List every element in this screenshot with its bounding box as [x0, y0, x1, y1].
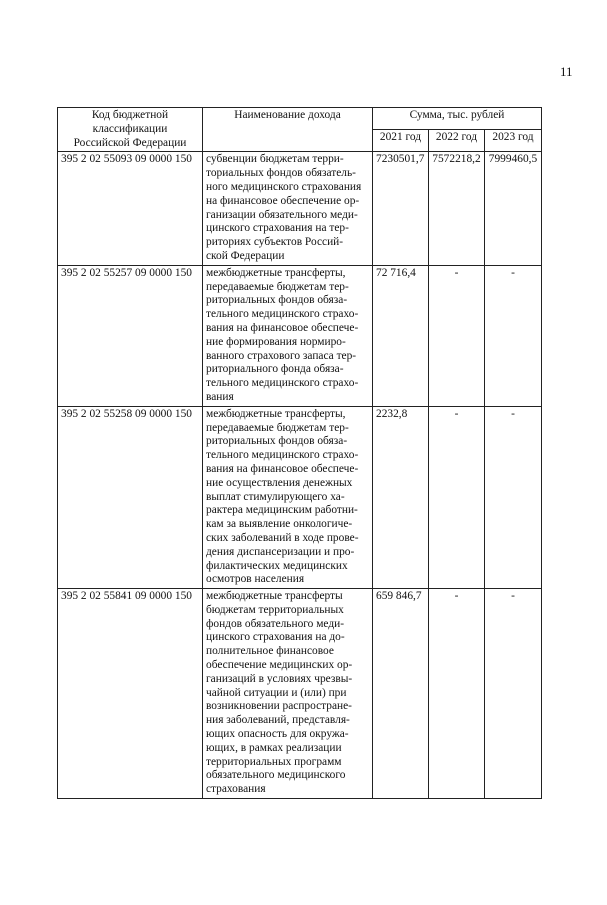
- row-value-2021: 659 846,7: [373, 589, 429, 799]
- row-value-2022: -: [429, 589, 485, 799]
- row-code: 395 2 02 55258 09 0000 150: [58, 406, 203, 588]
- row-name: субвенции бюджетам терри- ториальных фондов обязатель- ного медицинского страхования на финансовое обеспечение ор- ганизации обязательного меди- цинского страхования на тер- риториях субъектов Россий- ской Федерации: [203, 152, 373, 265]
- row-value-2023: -: [485, 265, 542, 406]
- budget-revenue-table: [57, 107, 542, 799]
- row-code: 395 2 02 55093 09 0000 150: [58, 152, 203, 265]
- row-value-2022: -: [429, 406, 485, 588]
- row-value-2021: 7230501,7: [373, 152, 429, 265]
- row-name: межбюджетные трансферты, передаваемые бюджетам тер- риториальных фондов обяза- тельного медицинского страхо- вания на финансовое обеспече- ние формирования нормиро- ванного страхового запаса тер- риториального фонда обяза- тельного медицинского страхо- вания: [203, 265, 373, 406]
- row-value-2022: -: [429, 265, 485, 406]
- row-code: 395 2 02 55841 09 0000 150: [58, 589, 203, 799]
- table-row: [58, 406, 542, 588]
- row-value-2023: 7999460,5: [485, 152, 542, 265]
- row-value-2023: -: [485, 406, 542, 588]
- row-value-2021: 72 716,4: [373, 265, 429, 406]
- table-row: [58, 265, 542, 406]
- row-value-2022: 7572218,2: [429, 152, 485, 265]
- header-name: Наименование дохода: [203, 108, 373, 152]
- header-code: Код бюджетной классификации Российской Федерации: [58, 108, 203, 152]
- header-year-2021: 2021 год: [373, 130, 429, 152]
- row-value-2023: -: [485, 589, 542, 799]
- row-value-2021: 2232,8: [373, 406, 429, 588]
- header-year-2023: 2023 год: [485, 130, 542, 152]
- page-number: 11: [560, 64, 573, 79]
- row-code: 395 2 02 55257 09 0000 150: [58, 265, 203, 406]
- table-row: [58, 152, 542, 265]
- row-name: межбюджетные трансферты бюджетам территориальных фондов обязательного меди- цинского страхования на до- полнительное финансовое обеспечение медицинских ор- ганизаций в условиях чрезвы- чайной ситуации и (или) при возникновении распростране- ния заболеваний, представля- ющих опасность для окружа- ющих, в рамках реализации территориальных программ обязательного медицинского страхования: [203, 589, 373, 799]
- table-row: [58, 589, 542, 799]
- header-sum: Сумма, тыс. рублей: [373, 108, 542, 130]
- row-name: межбюджетные трансферты, передаваемые бюджетам тер- риториальных фондов обяза- тельного медицинского страхо- вания на финансовое обеспече- ние осуществления денежных выплат стимулирующего ха- рактера медицинским работни- кам за выявление онкологиче- ских заболеваний в ходе прове- дения диспансеризации и про- филактических медицинских осмотров населения: [203, 406, 373, 588]
- header-year-2022: 2022 год: [429, 130, 485, 152]
